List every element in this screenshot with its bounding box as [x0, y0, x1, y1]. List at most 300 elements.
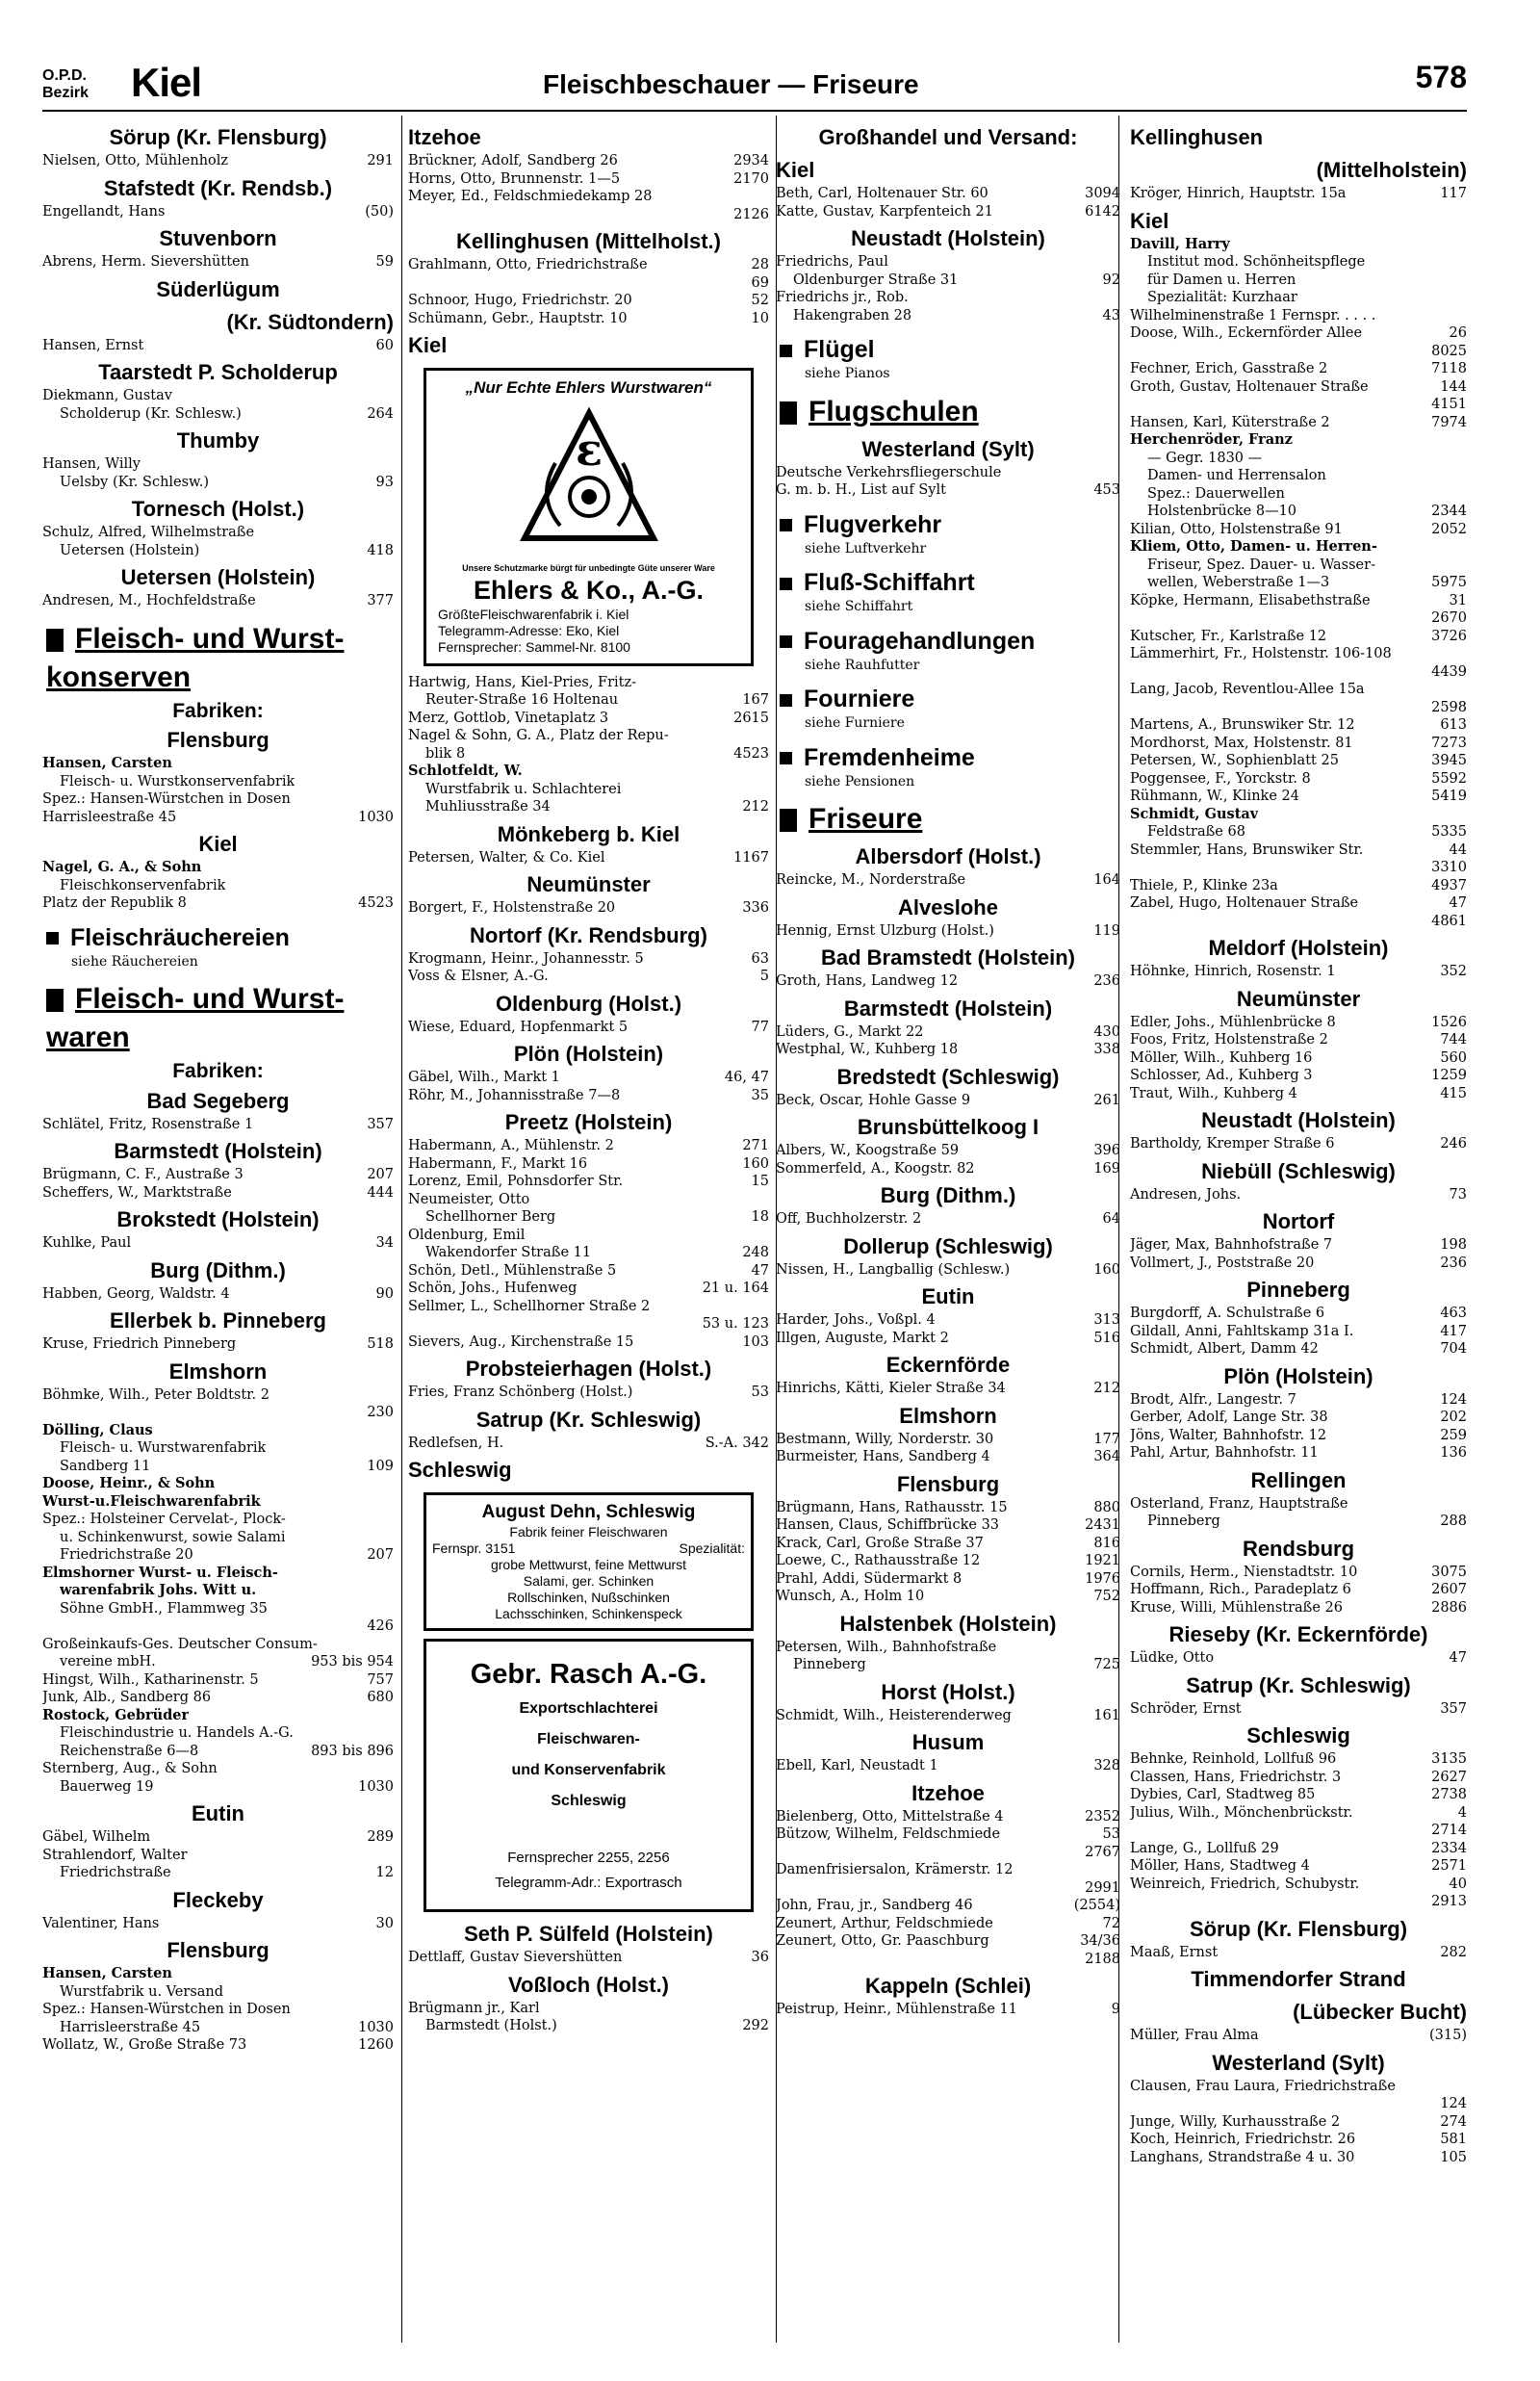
phone-number: 1030 — [358, 2019, 394, 2035]
place-heading — [776, 1678, 1120, 1707]
phone-number: 518 — [367, 1336, 394, 1352]
listing-entry — [42, 2001, 394, 2019]
listing-entry — [42, 1689, 394, 1707]
phone-number: 377 — [367, 593, 394, 608]
phone-number: 53 — [751, 1385, 769, 1400]
entry-name: Bützow, Wilhelm, Feldschmiede — [776, 1826, 1001, 1842]
place-name: Burg (Dithm.) — [150, 1257, 286, 1282]
entry-name: Wakendorfer Straße 11 — [425, 1245, 592, 1260]
listing-entry — [776, 1516, 1120, 1535]
listing-entry — [1130, 1186, 1467, 1204]
listing-entry — [1130, 1944, 1467, 1962]
phone-number: 5975 — [1431, 575, 1467, 590]
listing-entry — [1130, 1786, 1467, 1804]
listing-entry — [1130, 485, 1467, 504]
entry-name: vereine mbH. — [60, 1654, 156, 1669]
listing-entry — [42, 1335, 394, 1354]
listing-entry — [408, 1155, 769, 1174]
entry-name: Reuter-Straße 16 Holtenau — [425, 692, 619, 708]
listing-entry — [42, 1707, 394, 1725]
phone-number: 7118 — [1431, 361, 1467, 376]
listing-entry — [1130, 770, 1467, 789]
entry-name: Meyer, Ed., Feldschmiedekamp 28 — [408, 189, 653, 204]
entry-name: Spez.: Hansen-Würstchen in Dosen — [42, 2002, 291, 2017]
listing-entry — [1130, 503, 1467, 521]
place-heading — [1130, 1671, 1467, 1700]
place-heading — [1130, 207, 1467, 236]
ad-line: Rollschinken, Nußschinken — [507, 1590, 670, 1605]
entry-name: Groth, Hans, Landweg 12 — [776, 973, 959, 989]
entry-name: Holstenbrücke 8—10 — [1147, 504, 1297, 519]
phone-number: 1030 — [358, 1778, 394, 1795]
listing-entry — [408, 1244, 769, 1262]
listing-entry — [1130, 735, 1467, 753]
entry-name: Andresen, M., Hochfeldstraße — [42, 593, 256, 608]
section-marker-icon — [780, 635, 792, 648]
entry-name: Andresen, Johs. — [1130, 1186, 1242, 1203]
listing-entry — [408, 1173, 769, 1191]
section-title: Fleischräuchereien — [70, 923, 290, 951]
listing-entry — [1130, 396, 1467, 414]
listing-entry — [42, 1184, 394, 1203]
entry-name: Fleisch- u. Wurstkonservenfabrik — [60, 773, 295, 789]
phone-number: 1259 — [1431, 1068, 1467, 1083]
phone-number: 63 — [751, 950, 769, 967]
place-heading — [1130, 156, 1467, 185]
listing-entry — [408, 274, 769, 293]
entry-name: John, Frau, jr., Sandberg 46 — [776, 1898, 973, 1913]
section-title: Flugverkehr — [804, 510, 942, 538]
listing-entry — [776, 1897, 1120, 1915]
place-heading — [776, 1779, 1120, 1808]
place-name: Bad Segeberg — [146, 1088, 290, 1113]
place-name: Preetz (Holstein) — [504, 1110, 673, 1134]
phone-number: 264 — [367, 405, 394, 422]
entry-name: Hansen, Carsten — [42, 1965, 172, 1981]
place-heading — [408, 921, 769, 950]
ad-ehlers — [424, 368, 754, 666]
entry-name: Weinreich, Friedrich, Schubystr. — [1130, 1876, 1360, 1892]
place-heading — [42, 1137, 394, 1166]
listing-entry — [408, 899, 769, 918]
section-title: Fluß-Schiffahrt — [804, 569, 975, 596]
column-1 — [42, 119, 394, 2055]
listing-entry — [42, 2019, 394, 2037]
phone-number: 248 — [742, 1245, 769, 1260]
entry-name: Schön, Johs., Hufenweg — [408, 1281, 578, 1296]
entry-name: Lorenz, Emil, Pohnsdorfer Str. — [408, 1174, 624, 1189]
cross-reference: siehe Pianos — [805, 366, 890, 381]
entry-name: Fries, Franz Schönberg (Holst.) — [408, 1385, 633, 1400]
place-name: Bredstedt (Schleswig) — [836, 1064, 1060, 1089]
phone-number: 426 — [367, 1618, 394, 1634]
phone-number: 44 — [1449, 841, 1467, 858]
section-marker-icon — [780, 401, 797, 425]
place-name: Kiel — [1130, 208, 1169, 233]
place-heading — [408, 870, 769, 899]
listing-entry — [42, 455, 394, 474]
place-name: Tornesch (Holst.) — [131, 497, 305, 521]
entry-name: Gäbel, Wilh., Markt 1 — [408, 1070, 560, 1085]
phone-number: 160 — [742, 1155, 769, 1172]
place-name: Brokstedt (Holstein) — [116, 1207, 320, 1231]
place-name: Timmendorfer Strand — [1191, 1967, 1406, 1991]
listing-entry — [408, 674, 769, 692]
listing-entry — [1130, 1564, 1467, 1582]
entry-name: Krogmann, Heinr., Johannesstr. 5 — [408, 950, 644, 967]
listing-entry — [1130, 289, 1467, 307]
place-heading — [776, 1470, 1120, 1499]
place-heading — [1130, 123, 1467, 152]
section-heading — [776, 684, 1120, 714]
place-name: Neumünster — [526, 872, 651, 896]
ad-line: Schleswig — [551, 1793, 627, 1809]
entry-name: Hansen, Carsten — [42, 755, 172, 771]
phone-number: 144 — [1440, 378, 1467, 395]
section-heading — [42, 620, 394, 697]
entry-name: Bauerweg 19 — [60, 1778, 154, 1795]
listing-entry — [1130, 1236, 1467, 1255]
phone-number: 207 — [367, 1547, 394, 1563]
entry-name: Petersen, Wilh., Bahnhofstraße — [776, 1639, 997, 1655]
listing-entry — [1130, 1014, 1467, 1032]
ad-telegram: Telegramm-Adr.: Exportrasch — [495, 1875, 682, 1891]
phone-number: 90 — [375, 1285, 394, 1302]
place-heading — [42, 1936, 394, 1965]
place-name: Kiel — [776, 158, 815, 182]
phone-number: 30 — [375, 1915, 394, 1931]
listing-entry — [42, 1422, 394, 1440]
place-name: Fleckeby — [172, 1887, 264, 1912]
listing-entry — [408, 170, 769, 189]
phone-number: 1921 — [1085, 1553, 1120, 1568]
place-name: (Lübecker Bucht) — [1293, 2000, 1467, 2024]
place-name: Brunsbüttelkoog I — [857, 1115, 1040, 1139]
entry-name: Muhliusstraße 34 — [425, 799, 551, 815]
section-heading — [42, 922, 394, 953]
phone-number: 35 — [751, 1087, 769, 1103]
listing-entry — [776, 1160, 1120, 1178]
place-name: Oldenburg (Holst.) — [495, 991, 682, 1016]
listing-entry — [408, 310, 769, 328]
listing-entry — [42, 1493, 394, 1512]
listing-entry — [776, 307, 1120, 325]
entry-name: Kliem, Otto, Damen- u. Herren- — [1130, 538, 1377, 555]
section-marker-icon — [46, 629, 64, 652]
phone-number: 77 — [751, 1019, 769, 1035]
place-heading — [42, 1205, 394, 1234]
entry-name: Julius, Wilh., Mönchenbrückstr. — [1130, 1804, 1353, 1821]
section-heading — [776, 800, 1120, 839]
entry-name: G. m. b. H., List auf Sylt — [776, 482, 946, 498]
entry-name: Wurstfabrik u. Versand — [60, 1983, 224, 2000]
listing-entry — [776, 1879, 1120, 1898]
listing-entry — [1130, 414, 1467, 432]
listing-entry — [408, 727, 769, 745]
entry-name: Edler, Johs., Mühlenbrücke 8 — [1130, 1014, 1336, 1030]
listing-entry — [1130, 185, 1467, 203]
listing-entry — [42, 1439, 394, 1458]
place-name: Satrup (Kr. Schleswig) — [1186, 1672, 1411, 1697]
entry-name: Lämmerhirt, Fr., Holstenstr. 106-108 — [1130, 646, 1392, 661]
listing-entry — [1130, 1840, 1467, 1858]
entry-name: Oldenburg, Emil — [408, 1227, 526, 1243]
listing-entry — [776, 464, 1120, 482]
listing-entry — [42, 387, 394, 405]
page-number: 578 — [1415, 60, 1467, 94]
phone-number: 69 — [751, 274, 769, 291]
phone-number: 4523 — [358, 895, 394, 911]
entry-name: Kutscher, Fr., Karlstraße 12 — [1130, 628, 1327, 644]
place-heading — [1130, 985, 1467, 1014]
entry-name: Friedrichstraße 20 — [60, 1547, 193, 1563]
phone-number: 3726 — [1431, 628, 1467, 644]
entry-name: Maaß, Ernst — [1130, 1944, 1219, 1960]
listing-entry — [408, 1227, 769, 1245]
phone-number: 93 — [375, 474, 394, 490]
listing-entry — [1130, 752, 1467, 770]
place-heading — [42, 563, 394, 592]
listing-entry — [408, 2017, 769, 2035]
listing-entry — [776, 1499, 1120, 1517]
place-name: Itzehoe — [911, 1780, 985, 1805]
listing-entry — [42, 1116, 394, 1134]
column-3 — [776, 119, 1120, 2019]
listing-entry — [776, 922, 1120, 941]
phone-number: 3945 — [1431, 753, 1467, 768]
listing-entry — [776, 1431, 1120, 1449]
column-divider — [401, 116, 402, 2342]
listing-entry — [42, 1386, 394, 1405]
listing-entry — [408, 206, 769, 224]
place-name: Nortorf (Kr. Rendsburg) — [470, 922, 707, 947]
place-heading — [776, 1113, 1120, 1142]
place-heading — [42, 495, 394, 524]
entry-name: Sternberg, Aug., & Sohn — [42, 1761, 218, 1776]
phone-number: 26 — [1449, 325, 1467, 341]
place-name: Nortorf — [1262, 1209, 1335, 1233]
entry-name: Brodt, Alfr., Langestr. 7 — [1130, 1391, 1296, 1408]
listing-entry — [1130, 1822, 1467, 1840]
listing-entry — [776, 1951, 1120, 1969]
phone-number: 3310 — [1431, 860, 1467, 875]
place-heading — [42, 174, 394, 203]
phone-number: 259 — [1440, 1427, 1467, 1443]
entry-name: Nagel, G. A., & Sohn — [42, 859, 202, 875]
listing-entry — [42, 1618, 394, 1636]
entry-name: Friedrichstraße — [60, 1865, 171, 1880]
place-heading — [776, 1282, 1120, 1311]
listing-entry — [776, 1552, 1120, 1570]
entry-name: Kruse, Friedrich Pinneberg — [42, 1336, 237, 1352]
svg-text:ε: ε — [575, 424, 603, 476]
place-name: Neustadt (Holstein) — [1201, 1108, 1396, 1132]
phone-number: 1167 — [733, 849, 769, 866]
place-heading — [42, 308, 394, 337]
place-heading — [408, 1456, 769, 1485]
place-heading — [408, 1920, 769, 1949]
listing-entry — [1130, 699, 1467, 717]
entry-name: Platz der Republik 8 — [42, 895, 187, 911]
page-header — [42, 60, 1467, 108]
entry-name: Davill, Harry — [1130, 235, 1230, 252]
section-heading — [42, 980, 394, 1057]
entry-name: Schlotfeldt, W. — [408, 763, 523, 779]
section-title: Friseure — [808, 803, 923, 835]
phone-number: 47 — [1449, 1650, 1467, 1666]
entry-name: Scholderup (Kr. Schlesw.) — [60, 405, 242, 422]
listing-entry — [1130, 841, 1467, 860]
entry-name: Schümann, Gebr., Hauptstr. 10 — [408, 310, 628, 326]
section-heading — [776, 626, 1120, 657]
entry-name: Harder, Johs., Voßpl. 4 — [776, 1312, 936, 1328]
listing-entry — [42, 877, 394, 895]
listing-entry — [1130, 963, 1467, 981]
entry-name: Nielsen, Otto, Mühlenholz — [42, 153, 229, 168]
phone-number: 46, 47 — [724, 1070, 769, 1085]
entry-name: Uelsby (Kr. Schlesw.) — [60, 474, 210, 490]
listing-entry — [1130, 450, 1467, 468]
cross-reference: siehe Luftverkehr — [805, 540, 927, 556]
phone-number: 177 — [1093, 1431, 1120, 1447]
listing-entry — [1130, 1804, 1467, 1823]
place-name: Kellinghusen (Mittelholst.) — [456, 229, 721, 253]
listing-entry — [42, 1285, 394, 1304]
entry-name: Lüdke, Otto — [1130, 1650, 1215, 1666]
entry-name: Bartholdy, Kremper Straße 6 — [1130, 1136, 1335, 1152]
entry-name: Zeunert, Otto, Gr. Paaschburg — [776, 1933, 989, 1949]
phone-number: 2170 — [733, 170, 769, 187]
phone-number: 5335 — [1431, 824, 1467, 840]
ad-line: grobe Mettwurst, feine Mettwurst — [490, 1557, 687, 1572]
place-name: Kappeln (Schlei) — [864, 1974, 1032, 1998]
phone-number: 43 — [1102, 307, 1120, 324]
entry-name: Hinrichs, Kätti, Kieler Straße 34 — [776, 1381, 1006, 1396]
place-name: Ellerbek b. Pinneberg — [110, 1308, 326, 1333]
place-name: (Mittelholstein) — [1316, 158, 1467, 182]
phone-number: 124 — [1440, 1391, 1467, 1408]
phone-number: 2344 — [1431, 504, 1467, 519]
listing-entry — [776, 1844, 1120, 1862]
listing-entry — [42, 790, 394, 809]
place-heading — [42, 358, 394, 387]
place-heading — [1130, 1106, 1467, 1135]
entry-name: Reincke, M., Norderstraße — [776, 872, 966, 888]
listing-entry — [1130, 2131, 1467, 2149]
listing-entry — [408, 849, 769, 867]
entry-name: Beth, Carl, Holtenauer Str. 60 — [776, 186, 988, 201]
place-name: Westerland (Sylt) — [1212, 2050, 1385, 2075]
entry-name: Friedrichs, Paul — [776, 254, 888, 270]
entry-name: Scheffers, W., Marktstraße — [42, 1184, 232, 1201]
entry-name: Harrisleestraße 45 — [42, 809, 177, 825]
entry-name: Illgen, Auguste, Markt 2 — [776, 1330, 949, 1346]
listing-entry — [776, 1861, 1120, 1879]
listing-entry — [42, 1546, 394, 1565]
phone-number: 2052 — [1431, 521, 1467, 537]
entry-name: Wiese, Eduard, Hopfenmarkt 5 — [408, 1019, 629, 1035]
listing-entry — [42, 1778, 394, 1797]
place-name: Kellinghusen — [1130, 125, 1264, 149]
phone-number: 212 — [742, 799, 769, 815]
listing-entry — [408, 1019, 769, 1037]
place-heading — [1130, 1915, 1467, 1944]
listing-entry — [42, 524, 394, 542]
phone-number: 417 — [1440, 1323, 1467, 1339]
listing-entry — [1130, 1599, 1467, 1618]
entry-name: Rostock, Gebrüder — [42, 1706, 190, 1723]
listing-entry — [776, 1311, 1120, 1330]
listing-entry — [776, 1639, 1120, 1657]
listing-entry — [42, 1404, 394, 1422]
section-marker-icon — [780, 578, 792, 590]
phone-number: 613 — [1440, 717, 1467, 733]
listing-entry — [1130, 1340, 1467, 1359]
phone-number: 34/36 — [1080, 1933, 1120, 1949]
entry-name: Redlefsen, H. — [408, 1435, 504, 1451]
entry-name: — Gegr. 1830 — — [1147, 450, 1263, 466]
entry-name: Habermann, F., Markt 16 — [408, 1155, 588, 1172]
section-heading — [776, 742, 1120, 773]
place-name: Rellingen — [1250, 1467, 1347, 1492]
listing-entry — [1130, 1391, 1467, 1410]
phone-number: 2431 — [1085, 1517, 1120, 1533]
entry-name: Osterland, Franz, Hauptstraße — [1130, 1495, 1348, 1512]
listing-entry — [1130, 788, 1467, 806]
section-title: Fleisch- und Wurst-konserven — [46, 622, 345, 693]
phone-number: 4937 — [1431, 877, 1467, 893]
listing-entry — [776, 1588, 1120, 1606]
phone-number: 36 — [751, 1950, 769, 1965]
listing-entry — [1130, 1444, 1467, 1462]
listing-entry — [1130, 1649, 1467, 1668]
place-name: Niebüll (Schleswig) — [1201, 1158, 1396, 1183]
entry-name: Classen, Hans, Friedrichstr. 3 — [1130, 1769, 1342, 1785]
place-heading — [776, 435, 1120, 464]
place-name: Plön (Holstein) — [1223, 1363, 1373, 1388]
place-heading — [776, 1351, 1120, 1380]
listing-entry — [408, 1315, 769, 1333]
listing-entry — [1130, 1085, 1467, 1103]
subsection-heading: Fabriken: — [172, 1060, 264, 1082]
ad-firm-name: Ehlers & Ko., A.-G. — [473, 575, 705, 605]
listing-entry — [408, 1435, 769, 1453]
section-title: Fremdenheime — [804, 743, 975, 771]
phone-number: 103 — [742, 1333, 769, 1350]
place-heading — [42, 830, 394, 859]
listing-entry — [408, 1087, 769, 1105]
column-2 — [408, 119, 769, 2035]
entry-name: Clausen, Frau Laura, Friedrichstraße — [1130, 2078, 1396, 2094]
listing-entry — [1130, 1513, 1467, 1531]
entry-name: Katte, Gustav, Karpfenteich 21 — [776, 203, 993, 220]
place-name: Süderlügum — [156, 276, 280, 301]
entry-name: Sellmer, L., Schellhorner Straße 2 — [408, 1298, 651, 1314]
cross-reference: siehe Furniere — [805, 715, 905, 731]
listing-entry — [1130, 681, 1467, 699]
place-heading — [776, 842, 1120, 871]
listing-entry — [42, 894, 394, 913]
phone-number: 198 — [1440, 1237, 1467, 1253]
entry-name: blik 8 — [425, 745, 466, 762]
place-name: Plön (Holstein) — [513, 1042, 664, 1066]
entry-name: Lang, Jacob, Reventlou-Allee 15a — [1130, 682, 1365, 697]
entry-name: Petersen, Walter, & Co. Kiel — [408, 849, 605, 866]
ad-phone: Fernspr. 3151 — [432, 1540, 516, 1556]
section-marker-icon — [46, 932, 59, 945]
entry-name: Möller, Hans, Stadtweg 4 — [1130, 1858, 1310, 1874]
ad-line: Lachsschinken, Schinkenspeck — [495, 1606, 682, 1621]
